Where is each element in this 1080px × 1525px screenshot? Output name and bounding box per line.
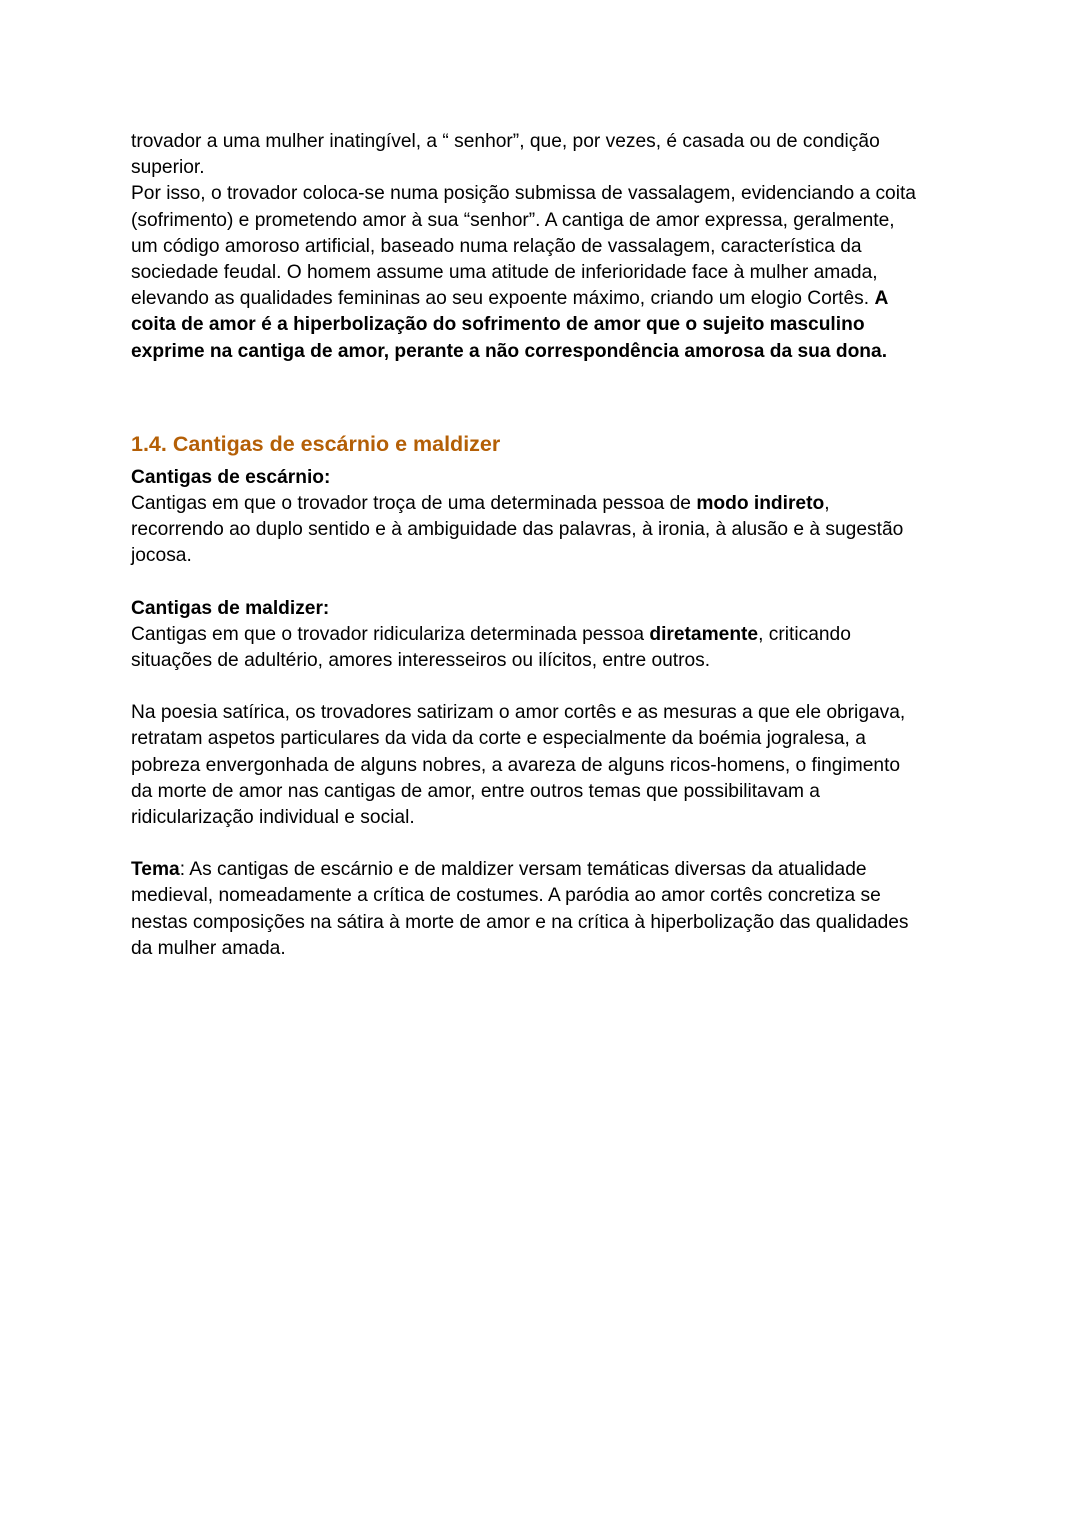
text-line: recorrendo ao duplo sentido e à ambiguidade das palavras, à ironia, à alusão e à sugestão [131,519,904,541]
document-page [131,129,961,962]
text-line: da mulher amada. [131,937,286,959]
tema-paragraph [131,857,961,962]
text-line: jocosa. [131,545,192,567]
text-line: nestas composições na sátira à morte de amor e na crítica à hiperbolização das qualidades [131,911,909,933]
text-line: Na poesia satírica, os trovadores satirizam o amor cortês e as mesuras a que ele obrigava, [131,702,906,724]
text-line: pobreza envergonhada de alguns nobres, a avareza de alguns ricos-homens, o fingimento [131,754,901,776]
text-line: (sofrimento) e prometendo amor à sua “senhor”. A cantiga de amor expressa, geralmente, [131,209,895,231]
section-heading: 1.4. Cantigas de escárnio e maldizer [131,431,501,456]
bold-text-line: coita de amor é a hiperbolização do sofrimento de amor que o sujeito masculino [131,314,865,336]
text-line [131,622,961,648]
text-line: medieval, nomeadamente a crítica de costumes. A paródia ao amor cortês concretiza se [131,885,881,907]
text-run: Cantigas em que o trovador ridiculariza determinada pessoa [131,623,650,645]
text-line [131,857,961,883]
escarnio-block [131,465,961,570]
text-line: sociedade feudal. O homem assume uma atitude de inferioridade face à mulher amada, [131,262,878,284]
text-run: elevando as qualidades femininas ao seu expoente máximo, criando um elogio Cortês. [131,288,875,310]
subheading-escarnio: Cantigas de escárnio: [131,466,331,488]
text-line: um código amoroso artificial, baseado numa relação de vassalagem, característica da [131,235,862,257]
text-line: da morte de amor nas cantigas de amor, entre outros temas que possibilitavam a [131,780,820,802]
spacer [131,831,961,857]
satire-paragraph [131,700,961,831]
intro-paragraph [131,129,961,365]
spacer [131,365,961,430]
bold-text: A [874,288,889,310]
text-line: retratam aspetos particulares da vida da corte e especialmente da boémia jogralesa, a [131,728,866,750]
text-run: : As cantigas de escárnio e de maldizer versam temáticas diversas da atualidade [179,859,867,881]
text-run: Cantigas em que o trovador troça de uma determinada pessoa de [131,493,697,515]
text-line: Por isso, o trovador coloca-se numa posição submissa de vassalagem, evidenciando a coita [131,183,916,205]
bold-text: diretamente [649,623,759,645]
bold-text-line: exprime na cantiga de amor, perante a não correspondência amorosa da sua dona. [131,340,888,362]
text-run: , [824,493,830,515]
tema-label: Tema [131,859,180,881]
subheading-maldizer: Cantigas de maldizer: [131,597,330,619]
text-line [131,491,961,517]
text-line: ridicularização individual e social. [131,807,415,829]
text-run: , criticando [758,623,851,645]
text-line: situações de adultério, amores interesseiros ou ilícitos, entre outros. [131,650,711,672]
text-line [131,286,961,312]
text-line: trovador a uma mulher inatingível, a “ senhor”, que, por vezes, é casada ou de condição [131,131,880,152]
bold-text: modo indireto [696,493,825,515]
text-line: superior. [131,157,205,179]
spacer [131,570,961,596]
maldizer-block [131,596,961,675]
spacer [131,674,961,700]
